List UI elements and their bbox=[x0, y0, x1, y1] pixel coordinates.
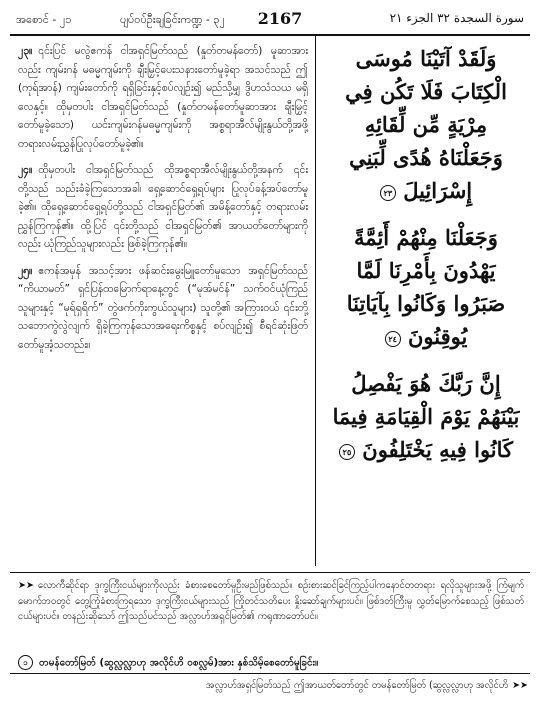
ayah-marker: ٢٣ bbox=[380, 185, 396, 201]
arabic-line: صَبَرُوا وَكَانُوا بِآيَاتِنَا bbox=[346, 291, 506, 316]
verse-number: ၂၅။ bbox=[18, 264, 33, 277]
verse-25-translation bbox=[18, 262, 308, 355]
verse-number: ၂၃။ bbox=[18, 45, 33, 57]
footnote-heading-rule bbox=[10, 673, 530, 674]
footnote-continued bbox=[40, 678, 528, 694]
footnote bbox=[18, 578, 524, 625]
column-divider bbox=[315, 36, 316, 566]
ayah-24 bbox=[328, 221, 524, 353]
footnote-rule bbox=[10, 572, 530, 573]
verse-number: ၂၄။ bbox=[18, 164, 33, 176]
arabic-line: إِسْرَائِيلَ bbox=[403, 178, 473, 203]
translation-column bbox=[18, 42, 308, 362]
arabic-line: إِنَّ رَبَّكَ هُوَ يَفْصِلُ bbox=[351, 371, 501, 396]
arabic-column bbox=[328, 42, 524, 480]
ayah-25 bbox=[328, 367, 524, 466]
chapter-label: ပျပ်ဝပ်ဦးချခြင်းကဏ္ဍ - ၃၂ bbox=[120, 13, 225, 26]
arabic-line: الْكِتَابَ فَلَا تَكُن فِي bbox=[345, 79, 507, 104]
arabic-line: وَجَعَلْنَا مِنْهُمْ أَئِمَّةً bbox=[354, 225, 498, 250]
verse-text: ထိုမှတပါး ငါအရှင်မြတ်သည် ထိုအစ္စရာအီလ်မျိုးနွယ်တို့အနက် ၎င်းတို့သည် သည်းခံခဲ့ကြသောအခါ၊ ရှေ့ဆောင်ရှေ့ရပ်များ ပြုလုပ်ခန့်အပ်တော်မူခဲ့၏။ ထိုရှေ့ဆောင်ရှေ့ရပ်တို့သည် ငါအရှင်မြတ်၏ အမိန့်တော်နှင့် တရားလမ်းညွှန်ကြကုန်၏။ ထို့ပြင် ၎င်းတို့သည် ငါအရှင်မြတ်၏ အာယတ်တော်များကိုလည်း ယုံကြည်သူများလည်း ဖြစ်ခဲ့ကြကုန်၏။ bbox=[18, 164, 308, 250]
arabic-line: وَلَقَدْ آتَيْنَا مُوسَى bbox=[355, 46, 497, 71]
ayah-23 bbox=[328, 42, 524, 207]
arabic-line-end bbox=[328, 320, 524, 353]
footnote-continued-text: အလ္လာဟ်အရှင်မြတ်သည် ဤအာယတ်တော်တွင် တမန်တော်မြတ် (ဆွလ္လလ္လာဟု အလိုင်ဟိ bbox=[205, 680, 509, 691]
arabic-line-end bbox=[328, 433, 524, 466]
arabic-line-end bbox=[328, 174, 524, 207]
verse-text: ဧကန်အမှန် အသင့်အား ဖန်ဆင်းမွေးမြူတော်မူသော အရှင်မြတ်သည် “ကိယာမတ်” ရှင်ပြန်ထမြောက်ရာနေ့တွင် (“မုအ်မင်န်” သက်ဝင်ယုံကြည်သူများနှင့် “မုရ်ရှရိက်” တွဲဖက်ကိုးကွယ်သူများ) သူတို့၏ အကြားဝယ် ၎င်းတို့ သဘောကွဲလွဲလျက် ရှိခဲ့ကြကုန်သောအရေးကိစ္စနှင့် စပ်လျဉ်း၍ စီရင်ဆုံးဖြတ်တော်မူအံ့သတည်း။ bbox=[18, 264, 308, 351]
ayah-marker: ٢٤ bbox=[385, 331, 401, 347]
footnote-text: လောကီဆိုင်ရာ ဒုက္ခကြီးငယ်များကိုလည်း ခံစားစေတော်မူဦးမည်ဖြစ်သည်။ စဉ်းစားဆင်ခြင်ကြည့်ပါကနောင်တတရား ရလိုသူများအဖို့ ကြံမျက်မောက်ဘဝတွင် တွေ့ကြုံခံစားကြရသော ဒုက္ခကြီးငယ်များသည် ကြိုတင်သတိပေး နှိုးဆော်ချက်များပင်။ ဖြစ်ဒတ်ကြီးမူ လွှတ်မြောက်စေသည့် ဖြစ်သတ်ငယ်များပင်။ တနည်းဆိုသော် ဤသည်ပင်သည် အလ္လာဟ်အရှင်မြတ်၏ ကရုဏာတော်ပင်။ bbox=[18, 580, 524, 622]
arabic-line: وَجَعَلْنَاهُ هُدًى لِّبَنِي bbox=[349, 145, 503, 170]
arabic-surah-label: سورة السجدة ٣٢ الجزء ٢١ bbox=[389, 11, 524, 25]
arrow-icon: ➤➤ bbox=[512, 680, 528, 691]
ayah-marker: ٢٥ bbox=[339, 444, 355, 460]
footnote-heading bbox=[18, 655, 524, 672]
footnote-heading-text: တမန်တော်မြတ် (ဆွလ္လလ္လာဟု အလိုင်ဟိ ဝစလ္လမ်)အား နှစ်သိမ့်စေတော်မူခြင်း။ bbox=[39, 657, 319, 669]
arrow-icon: ➤➤ bbox=[18, 580, 34, 591]
verse-text: ၎င်းပြင် မလွဲဧကန် ငါအရှင်မြတ်သည် (နှုတ်တမန်တော်) မူဆာအားလည်း ကျမ်းဂန် မဓမ္မကျမ်းကို ချီးမြှင့်ပေးသနားတော်မူခဲ့ရာ အသင်သည် ဤ (ကုရ်အာန်) ကျမ်းတော်ကို ရရှိခြင်းနှင့်စပ်လျဉ်း၍ မည်သို့မျှ ဒွိဟသံသယ မရှိလေနှင့်။ ထိုမှတပါး ငါအရှင်မြတ်သည် (နှုတ်တမန်တော်မူဆာအား ချီးမြှင့်တော်မူခဲ့သော) ယင်းကျမ်းဂန်မဓမ္မကျမ်းကို အစ္စရာအီလ်မျိုးနွယ်တို့အဖို့ တရားလမ်းညွှန်ပြုလုပ်တော်မူခဲ့၏။ bbox=[18, 45, 308, 150]
arabic-line: يُوقِنُونَ bbox=[407, 324, 468, 349]
verse-23-translation bbox=[18, 42, 308, 153]
arabic-line: بَيْنَهُمْ يَوْمَ الْقِيَامَةِ فِيمَا bbox=[332, 404, 520, 429]
page-number: 2167 bbox=[257, 9, 303, 28]
verse-24-translation bbox=[18, 161, 308, 254]
arabic-line: كَانُوا فِيهِ يَخْتَلِفُونَ bbox=[362, 437, 514, 462]
page-header bbox=[10, 8, 530, 36]
arabic-line: مِرْيَةٍ مِّن لِّقَائِهِ bbox=[364, 112, 488, 137]
arabic-line: يَهْدُونَ بِأَمْرِنَا لَمَّا bbox=[356, 258, 496, 283]
page-body bbox=[10, 36, 530, 566]
footnote-number: ၁ bbox=[18, 655, 33, 670]
volume-label: အစောင် - ၂၁ bbox=[16, 13, 72, 26]
